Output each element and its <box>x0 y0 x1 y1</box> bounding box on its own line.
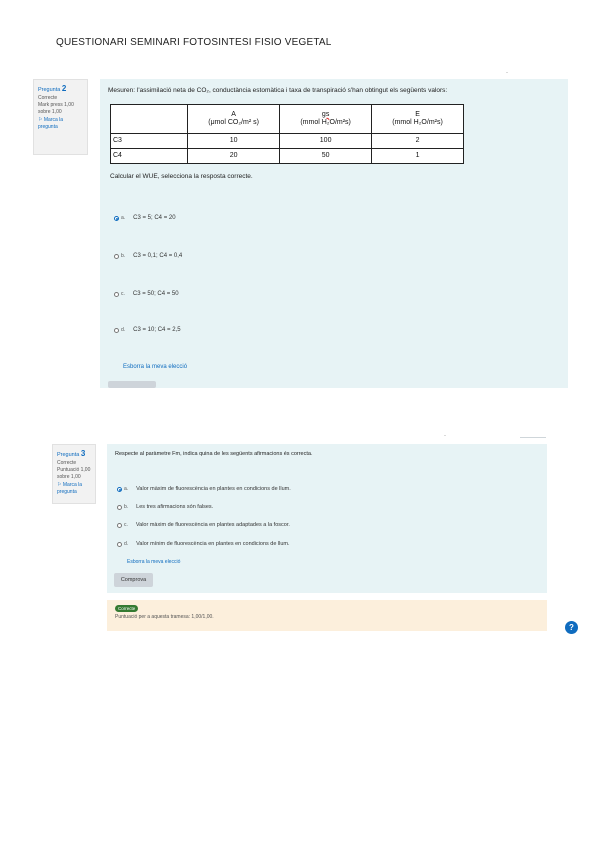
check-button[interactable] <box>108 381 156 388</box>
question-info-q2 <box>33 79 88 155</box>
table-header-empty <box>111 105 188 134</box>
question-score: Puntuació 1,00 <box>57 467 91 474</box>
question-score: Mark press 1,00 <box>38 102 74 109</box>
radio-selected[interactable] <box>114 216 119 221</box>
question-number: Pregunta 2 <box>38 84 67 93</box>
question-status: Correcte <box>57 459 77 466</box>
correct-badge: Correcte <box>115 605 138 612</box>
flag-icon: ⚐ <box>38 116 43 123</box>
question-number: Pregunta 3 <box>57 449 86 458</box>
data-table <box>110 104 464 164</box>
stray-mark: · <box>444 433 446 439</box>
question-status: Correcte <box>38 94 58 101</box>
radio[interactable] <box>117 505 122 510</box>
radio[interactable] <box>117 523 122 528</box>
answer-option-b[interactable]: b. C3 = 0,1; C4 = 0,4 <box>114 253 182 259</box>
question-stem: Respecte al paràmetre Fm, indica quina de les següents afirmacions és correcta. <box>115 451 313 457</box>
check-button[interactable]: Comprova <box>114 573 153 587</box>
feedback-text: Puntuació per a aquesta tramesa: 1,00/1,00. <box>115 614 214 620</box>
flag-question-link[interactable]: ⚐ Marca la pregunta <box>38 116 64 130</box>
divider <box>520 437 546 438</box>
question-stem: Mesuren: l'assimilació neta de CO₂, conductància estomàtica i taxa de transpiració s'han obtingut els següents valors: <box>108 87 448 94</box>
table-header-E: E (mmol H₂O/m²s) <box>372 105 464 134</box>
table-row: C3 10 100 2 <box>111 133 464 148</box>
answer-option-d[interactable]: d. Valor mínim de fluorescència en plantes en condicions de llum. <box>117 541 290 547</box>
flag-icon: ⚐ <box>57 481 62 488</box>
question-circle-icon[interactable]: ? <box>565 621 578 634</box>
table-header-A: A (μmol CO₂/m² s) <box>188 105 280 134</box>
radio[interactable] <box>117 542 122 547</box>
radio[interactable] <box>114 328 119 333</box>
clear-choice-link[interactable]: Esborra la meva elecció <box>123 364 188 370</box>
table-row: C4 20 50 1 <box>111 148 464 163</box>
question-box-q3 <box>107 444 547 593</box>
answer-option-a[interactable]: a. C3 = 5; C4 = 20 <box>114 215 176 221</box>
question-score-max: sobre 1,00 <box>38 109 62 116</box>
radio-selected[interactable] <box>117 487 122 492</box>
flag-question-link[interactable]: ⚐ Marca la pregunta <box>57 481 83 495</box>
question-info-q3 <box>52 444 96 504</box>
answer-option-c[interactable]: c. C3 = 50; C4 = 50 <box>114 291 179 297</box>
feedback-panel <box>107 600 547 631</box>
radio[interactable] <box>114 292 119 297</box>
answer-option-a[interactable]: a. Valor màxim de fluorescència en plantes en condicions de llum. <box>117 486 291 492</box>
clear-choice-link[interactable]: Esborra la meva elecció <box>127 559 181 565</box>
radio[interactable] <box>114 254 119 259</box>
table-header-gs: gs (mmol H₂O/m²s) <box>280 105 372 134</box>
question-prompt: Calcular el WUE, selecciona la resposta correcte. <box>110 173 253 180</box>
document-title: QUESTIONARI SEMINARI FOTOSINTESI FISIO VEGETAL <box>56 37 332 48</box>
question-score-max: sobre 1,00 <box>57 474 81 481</box>
table-header-row <box>111 105 464 134</box>
answer-option-d[interactable]: d. C3 = 10; C4 = 2,5 <box>114 327 181 333</box>
stray-mark: · <box>506 70 508 76</box>
answer-option-b[interactable]: b. Les tres afirmacions són falses. <box>117 504 213 510</box>
answer-option-c[interactable]: c. Valor màxim de fluorescència en plantes adaptades a la foscor. <box>117 522 290 528</box>
